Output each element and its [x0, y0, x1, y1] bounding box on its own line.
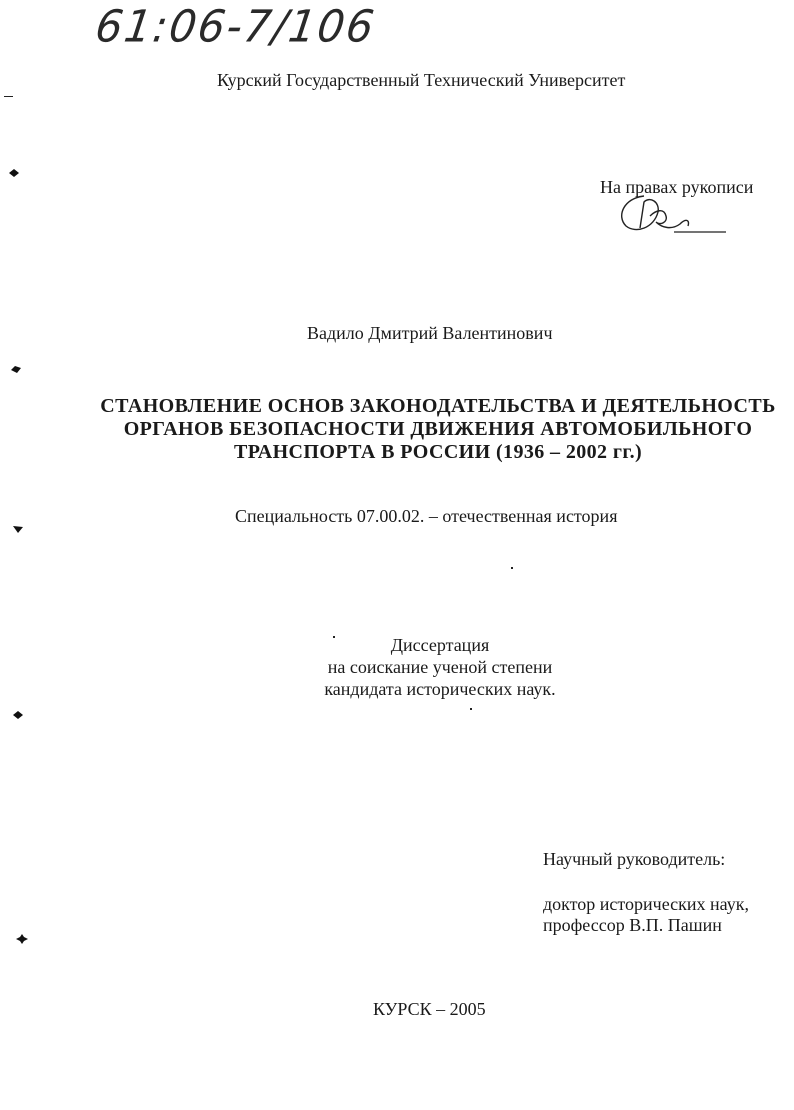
signature: [614, 188, 732, 240]
title-line: СТАНОВЛЕНИЕ ОСНОВ ЗАКОНОДАТЕЛЬСТВА И ДЕЯТЕЛЬНОСТЬ: [100, 395, 776, 417]
punch-hole-mark: [10, 364, 22, 374]
dissertation-line: на соискание ученой степени: [327, 657, 553, 677]
scan-speck: [4, 96, 13, 97]
dissertation-type: [300, 634, 580, 700]
city-year: КУРСК – 2005: [373, 999, 486, 1019]
dissertation-line: кандидата исторических наук.: [324, 679, 556, 699]
scan-speck: [511, 567, 513, 569]
dissertation-line: Диссертация: [390, 635, 490, 655]
specialty: Специальность 07.00.02. – отечественная история: [235, 506, 618, 526]
scan-speck: [333, 636, 335, 638]
supervisor-label: Научный руководитель:: [543, 849, 726, 869]
punch-hole-mark: [8, 168, 20, 178]
scan-speck: [470, 708, 472, 710]
title-line: ОРГАНОВ БЕЗОПАСНОСТИ ДВИЖЕНИЯ АВТОМОБИЛЬНОГО: [123, 418, 753, 440]
university-name: Курский Государственный Технический Университет: [217, 70, 626, 90]
handwritten-catalog-number: 61:06-7/106: [92, 0, 379, 53]
rights-notice: На правах рукописи: [600, 177, 754, 197]
punch-hole-mark: [12, 524, 24, 534]
punch-hole-mark: [12, 710, 24, 720]
author-name: Вадило Дмитрий Валентинович: [307, 323, 553, 343]
supervisor-degree: доктор исторических наук,: [543, 894, 749, 914]
supervisor-name: профессор В.П. Пашин: [543, 915, 722, 935]
punch-hole-mark: [16, 934, 28, 944]
title-line: ТРАНСПОРТА В РОССИИ (1936 – 2002 гг.): [233, 441, 643, 463]
dissertation-title: [100, 395, 776, 464]
